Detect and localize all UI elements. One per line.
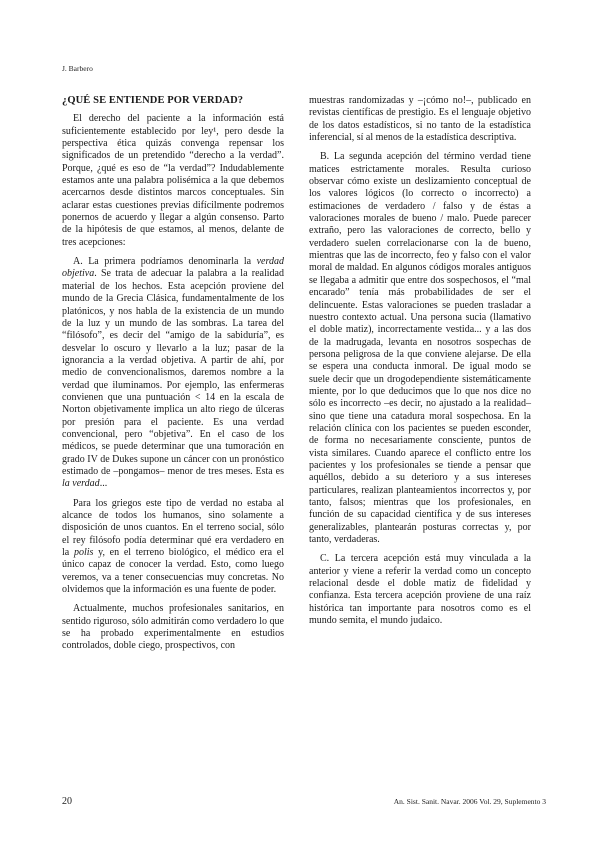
italic-term: la verdad [62, 478, 100, 490]
paragraph-text: C. La tercera acepción está muy vinculada a la anterior y viene a referir la verdad como un concepto relacional desde el doble matiz de fidelidad y confianza. Esta tercera acepción proviene de una raíz histórica tan importante para nosotros como es el mundo semita, el mundo judaico. [309, 553, 531, 627]
paragraph-intro [62, 113, 284, 249]
paragraph-text: muestras randomizadas y –¡cómo no!–, publicado en revistas científicas de prestigio. Es el lenguaje objetivo de los datos estadísticos, si no tanto de la estadística inferencial, sí al menos de la estadística descriptiva. [309, 95, 531, 144]
section-heading: ¿QUÉ SE ENTIENDE POR VERDAD? [62, 95, 244, 106]
page-number: 20 [62, 796, 72, 807]
journal-citation: An. Sist. Sanit. Navar. 2006 Vol. 29, Suplemento 3 [393, 797, 546, 806]
paragraph-text: Para los griegos este tipo de verdad no estaba al alcance de todos los humanos, sino solamente a disposición de unos cuantos. En el terreno social, sólo el rey filósofo podía determinar qué era verdadero en la [62, 497, 284, 559]
paragraph-text: B. La segunda acepción del término verdad tiene matices estrictamente morales. Resulta curioso observar cómo existe un deslizamiento conceptual de los valores lógicos (lo correcto o incorrecto) a estimaciones de verdadero / falso y de éstas a valoraciones morales de bueno / malo. Puede parecer extraño, pero las valoraciones de correcto, bello y verdadero suelen correlacionarse con la de bueno, mientras que las de incorrecto, feo y falso con el valor moral de maldad. En algunos códigos morales antiguos se llegaba a admitir que entre dos sospechosos, el “mal encarado” tenía más probabilidades de ser el delincuente. Estas valoraciones se pueden trasladar a nuestro contexto actual. Una persona sucia (llamativo el doble matiz), incorrectamente vestida... y a las dos de la madrugada, levanta en nosotros sospechas de persona peligrosa de la que conviene alejarse. De ella se espera una conducta inmoral. De igual modo se suele decir que un drogodependiente sistemáticamente miente, por lo que deducimos que lo que nos dice no sólo es incorrecto –es decir, no ajustado a la realidad– sino que tiene una catadura moral sospechosa. En la relación clínica con los pacientes se pueden esconder, de forma no necesariamente consciente, puntos de vista similares. Cuando aparece el conflicto entre los pacientes y los profesionales se tiende a pensar que aquéllos, debido a su deterioro y a sus intereses particulares, realizan planteamientos incorrectos y, por tanto, falsos; mientras que los profesionales, en función de su capacidad científica y de sus intereses generalizables, plantearán posturas correctas y, por tanto, verdaderas. [309, 151, 531, 546]
paragraph-meaning-c [309, 553, 531, 627]
paragraph-text: El derecho del paciente a la información está suficientemente establecido por ley¹, pero desde la perspectiva ética quizás convenga repensar los significados de un pretendido “derecho a la verdad”. Porque, ¿qué es eso de “la verdad”? Indudablemente estamos ante una palabra polisémica a la que debemos acercarnos desde distintos marcos conceptuales. Sin aclarar estas cuestiones previas difícilmente podremos ponernos de acuerdo y llegar a algún consenso. Parto de la hipótesis de que estamos, al menos, delante de tres acepciones: [62, 113, 284, 248]
paragraph-meaning-b [309, 151, 531, 546]
paragraph-text: y, en el terreno biológico, el médico era el único capaz de conocer la verdad. Esto, como luego veremos, va a tener consecuencias muy concretas. No olvidemos que la información es una fuente de poder. [62, 547, 285, 596]
paragraph-meaning-a [62, 256, 284, 491]
paragraph-text: Actualmente, muchos profesionales sanitarios, en sentido riguroso, sólo admitirán como verdadero lo que se ha probado experimentalmente en estudios controlados, doble ciego, prospectivos, con [62, 603, 284, 652]
right-column [309, 95, 531, 634]
paragraph-greeks [62, 498, 284, 597]
paragraph-continuation [309, 95, 531, 144]
paragraph-text: A. La primera podríamos denominarla la [73, 256, 257, 268]
paragraph-text: ... [99, 478, 108, 490]
running-head: J. Barbero [62, 64, 93, 73]
paragraph-professionals [62, 603, 284, 652]
left-column [62, 95, 284, 660]
italic-term: polis [73, 547, 94, 559]
paragraph-text: . Se trata de adecuar la palabra a la realidad material de los hechos. Esta acepción proviene del mundo de la Grecia Clásica, fundamentalmente de los platónicos, y nos habla de la existencia de un mundo de la luz y un mundo de las sombras. La tarea del “filósofo”, es decir del “amigo de la sabiduría”, es desvelar lo oscuro y llevarlo a la luz; pasar de la ignorancia a la verdad objetiva. A partir de ahí, por medio de convencionalismos, daremos nombre a la verdad que iluminamos. Por ejemplo, las enfermeras convienen que una puntuación < 14 en la escala de Norton objetivamente implica un alto riego de úlceras por presión para el paciente. Es una verdad convencional, pero “objetiva”. En el caso de los médicos, se puede determinar que una tumoración en grado IV de Dukes supone un cáncer con un pronóstico estimado de –pongamos– menor de tres meses. Esta es [62, 268, 284, 477]
italic-term: verdad objetiva [62, 256, 284, 280]
